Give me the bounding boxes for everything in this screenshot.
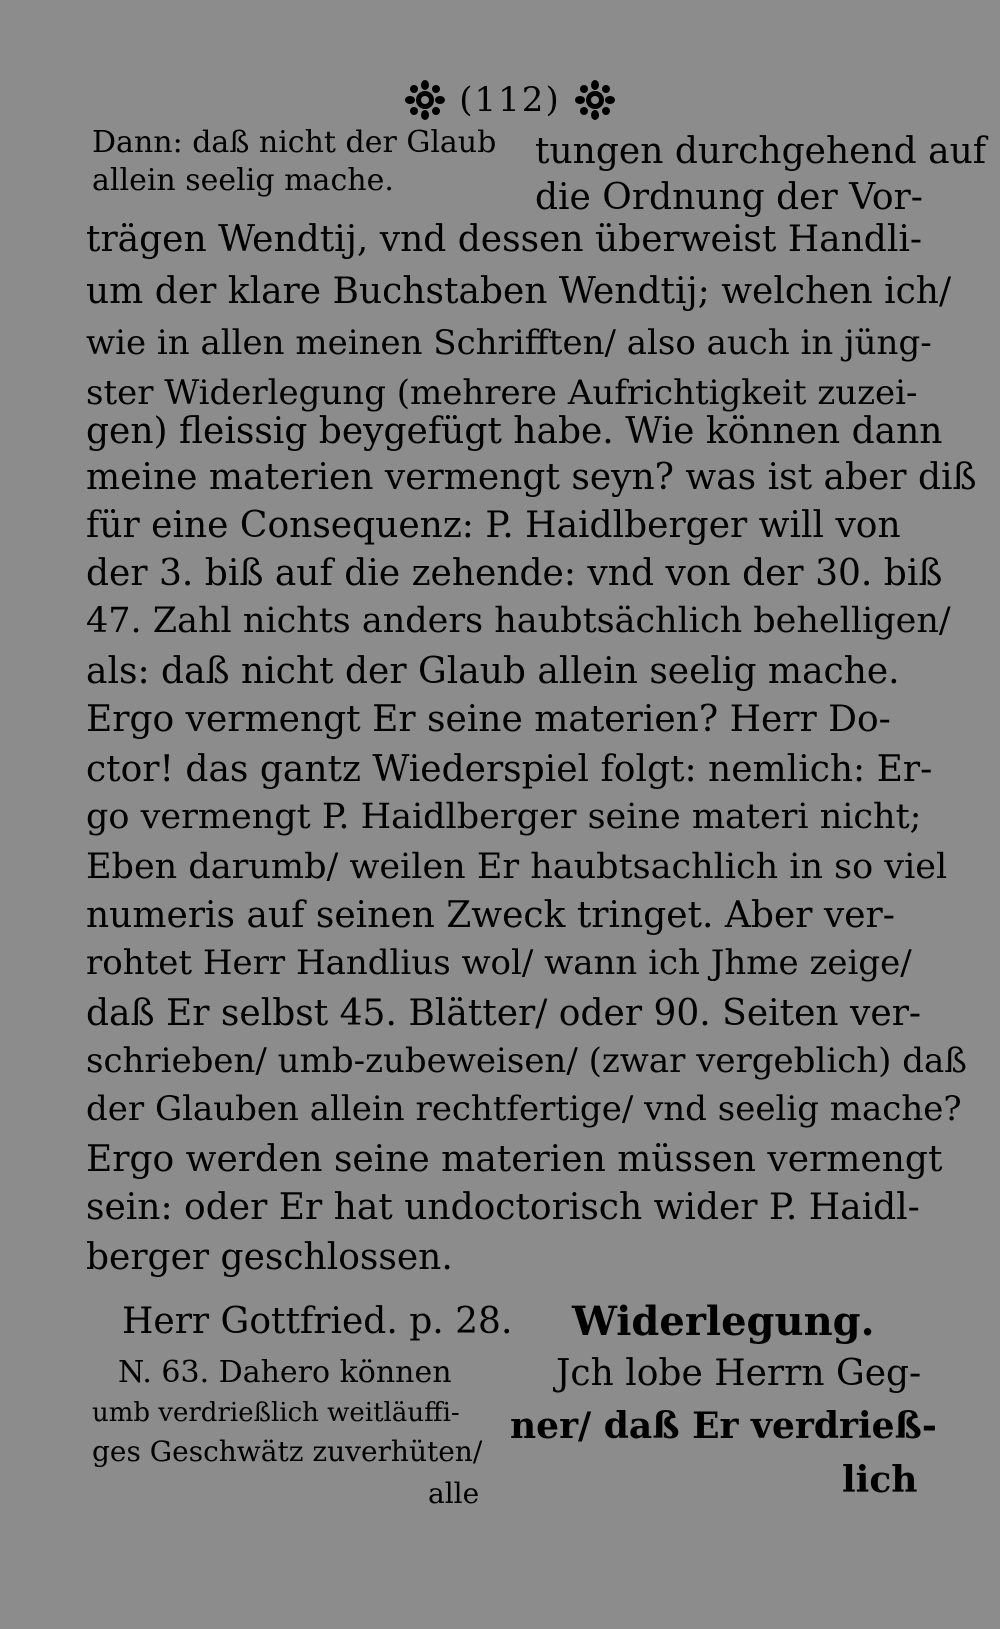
section-heading: Widerlegung. xyxy=(572,1298,875,1345)
side-note-line: umb verdrießlich weitläuffi- xyxy=(92,1398,460,1428)
text-line: Jch lobe Herrn Geg- xyxy=(556,1353,922,1394)
text-line: schrieben/ umb-zubeweisen/ (zwar vergeblich) daß xyxy=(86,1041,967,1081)
text-line: Eben darumb/ weilen Er haubtsachlich in so viel xyxy=(86,847,948,887)
text-line: als: daß nicht der Glaub allein seelig mache. xyxy=(86,651,900,692)
text-line: gen) fleissig beygefügt habe. Wie können dann xyxy=(86,411,943,452)
flower-ornament-icon xyxy=(575,80,615,120)
text-line: ner/ daß Er verdrieß- xyxy=(510,1405,937,1447)
text-line: meine materien vermengt seyn? was ist aber diß xyxy=(86,457,977,498)
text-line: numeris auf seinen Zweck tringet. Aber ver- xyxy=(86,895,895,936)
flower-ornament-icon xyxy=(405,80,445,120)
text-line: berger geschlossen. xyxy=(86,1237,453,1278)
text-line: 47. Zahl nichts anders haubtsächlich behelligen/ xyxy=(86,601,951,641)
side-note-line: N. 63. Dahero können xyxy=(118,1355,452,1390)
section-reference-heading: Herr Gottfried. p. 28. xyxy=(122,1301,513,1342)
side-note-line: allein seelig mache. xyxy=(92,163,394,198)
side-note-line: ges Geschwätz zuverhüten/ xyxy=(92,1435,483,1468)
text-line: Ergo werden seine materien müssen vermengt xyxy=(86,1139,943,1180)
text-line: go vermengt P. Haidlberger seine materi nicht; xyxy=(86,797,922,837)
page-number: (112) xyxy=(459,80,561,120)
text-line: der Glauben allein rechtfertige/ vnd seelig mache? xyxy=(86,1089,962,1129)
page-header xyxy=(380,72,640,128)
text-line: Ergo vermengt Er seine materien? Herr Do- xyxy=(86,699,891,740)
text-line: trägen Wendtij, vnd dessen überweist Handli- xyxy=(86,219,923,260)
text-line: die Ordnung der Vor- xyxy=(535,177,923,218)
text-line: für eine Consequenz: P. Haidlberger will von xyxy=(86,505,901,546)
text-line: um der klare Buchstaben Wendtij; welchen ich/ xyxy=(86,271,952,312)
catchword: alle xyxy=(428,1477,480,1510)
text-line: rohtet Herr Handlius wol/ wann ich Jhme zeige/ xyxy=(86,943,912,983)
text-line: wie in allen meinen Schrifften/ also auch in jüng- xyxy=(86,323,932,363)
text-line: ster Widerlegung (mehrere Aufrichtigkeit zuzei- xyxy=(86,373,918,413)
text-line: tungen durchgehend auf xyxy=(535,131,987,172)
text-line: ctor! das gantz Wiederspiel folgt: nemlich: Er- xyxy=(86,749,933,790)
text-line: der 3. biß auf die zehende: vnd von der 30. biß xyxy=(86,553,943,594)
text-line: daß Er selbst 45. Blätter/ oder 90. Seiten ver- xyxy=(86,993,922,1034)
catchword: lich xyxy=(842,1459,918,1501)
side-note-line: Dann: daß nicht der Glaub xyxy=(92,125,497,160)
text-line: sein: oder Er hat undoctorisch wider P. Haidl- xyxy=(86,1187,920,1228)
